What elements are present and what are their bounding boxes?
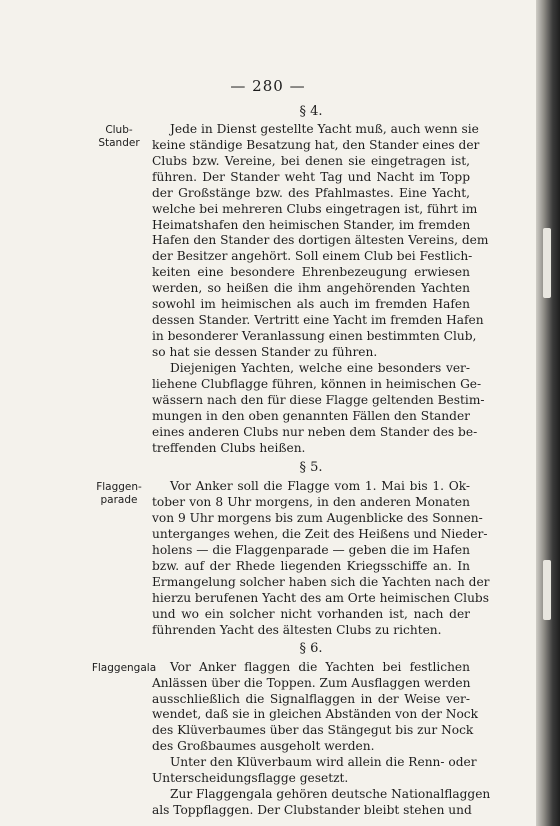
- section-heading-5: § 5.: [299, 460, 323, 476]
- text-line: Vor Anker flaggen die Yachten bei festlichen: [170, 659, 470, 674]
- text-line: liehene Clubflagge führen, können in heimischen Ge-: [152, 376, 482, 391]
- text-line: wendet, daß sie in gleichen Abständen von der Nock: [152, 707, 478, 722]
- margin-note-line: Flaggengala: [91, 661, 157, 674]
- margin-note-line: Flaggen-: [96, 481, 142, 494]
- text-line: sowohl im heimischen als auch im fremden Hafen: [152, 297, 470, 312]
- text-line: des Großbaumes ausgeholt werden.: [152, 739, 375, 754]
- text-line: als Toppflaggen. Der Clubstander bleibt stehen und: [152, 803, 472, 818]
- text-line: Unter den Klüverbaum wird allein die Renn- oder: [170, 755, 477, 770]
- text-line: führenden Yacht des ältesten Clubs zu richten.: [152, 622, 442, 637]
- text-line: Anlässen über die Toppen. Zum Ausflaggen werden: [152, 675, 471, 690]
- text-line: Unterscheidungsflagge gesetzt.: [152, 771, 349, 786]
- book-spine-edge: [536, 0, 560, 826]
- margin-note-line: parade: [100, 494, 138, 507]
- text-line: wässern nach den für diese Flagge geltenden Bestim-: [152, 392, 485, 407]
- text-line: mungen in den oben genannten Fällen den Stander: [152, 408, 470, 423]
- text-line: keiten eine besondere Ehrenbezeugung erwiesen: [152, 265, 470, 280]
- text-line: welche bei mehreren Clubs eingetragen ist, führt im: [152, 201, 478, 216]
- section-heading-4: § 4.: [299, 103, 323, 119]
- margin-note-line: Club-: [105, 123, 133, 136]
- text-line: bzw. auf der Rhede liegenden Kriegsschiffe an. In: [152, 559, 470, 574]
- text-line: hierzu berufenen Yacht des am Orte heimischen Clubs: [152, 590, 489, 605]
- text-line: Ermangelung solcher haben sich die Yachten nach der: [152, 575, 490, 590]
- text-line: keine ständige Besatzung hat, den Stander eines der: [152, 137, 480, 152]
- section-heading-6: § 6.: [299, 640, 323, 656]
- text-line: Hafen den Stander des dortigen ältesten Vereins, dem: [152, 233, 489, 248]
- text-line: holens — die Flaggenparade — geben die im Hafen: [152, 543, 470, 558]
- text-line: dessen Stander. Vertritt eine Yacht im fremden Hafen: [152, 313, 484, 328]
- text-line: in besonderer Veranlassung einen bestimmten Club,: [152, 329, 477, 344]
- text-line: Vor Anker soll die Flagge vom 1. Mai bis 1. Ok-: [170, 479, 470, 494]
- margin-note-line: Stander: [98, 136, 140, 149]
- page-number: — 280 —: [230, 77, 306, 95]
- text-line: führen. Der Stander weht Tag und Nacht im Topp: [152, 169, 470, 184]
- text-line: ausschließlich die Signalflaggen in der Weise ver-: [152, 691, 470, 706]
- text-line: Zur Flaggengala gehören deutsche Nationalflaggen: [170, 787, 491, 802]
- text-line: treffenden Clubs heißen.: [152, 440, 306, 455]
- page-tab-marker: [543, 228, 551, 298]
- text-line: und wo ein solcher nicht vorhanden ist, nach der: [152, 606, 470, 621]
- text-line: eines anderen Clubs nur neben dem Stander des be-: [152, 424, 478, 439]
- text-line: der Besitzer angehört. Soll einem Club bei Festlich-: [152, 249, 473, 264]
- text-line: unterganges wehen, die Zeit des Heißens und Nieder-: [152, 527, 488, 542]
- text-line: der Großstänge bzw. des Pfahlmastes. Eine Yacht,: [152, 185, 470, 200]
- margin-note-flaggenparade: [84, 481, 154, 507]
- text-line: Jede in Dienst gestellte Yacht muß, auch wenn sie: [170, 121, 479, 136]
- text-line: des Klüverbaumes über das Stängegut bis zur Nock: [152, 723, 474, 738]
- text-line: von 9 Uhr morgens bis zum Augenblicke des Sonnen-: [152, 511, 483, 526]
- text-line: Heimatshafen den heimischen Stander, im fremden: [152, 217, 471, 232]
- margin-note-club-stander: [84, 124, 154, 150]
- text-line: Diejenigen Yachten, welche eine besonders ver-: [170, 360, 470, 375]
- text-line: Clubs bzw. Vereine, bei denen sie eingetragen ist,: [152, 153, 470, 168]
- text-line: so hat sie dessen Stander zu führen.: [152, 344, 378, 359]
- text-line: werden, so heißen die ihm angehörenden Yachten: [152, 281, 470, 296]
- page-tab-marker: [543, 560, 551, 620]
- text-line: tober von 8 Uhr morgens, in den anderen Monaten: [152, 495, 470, 510]
